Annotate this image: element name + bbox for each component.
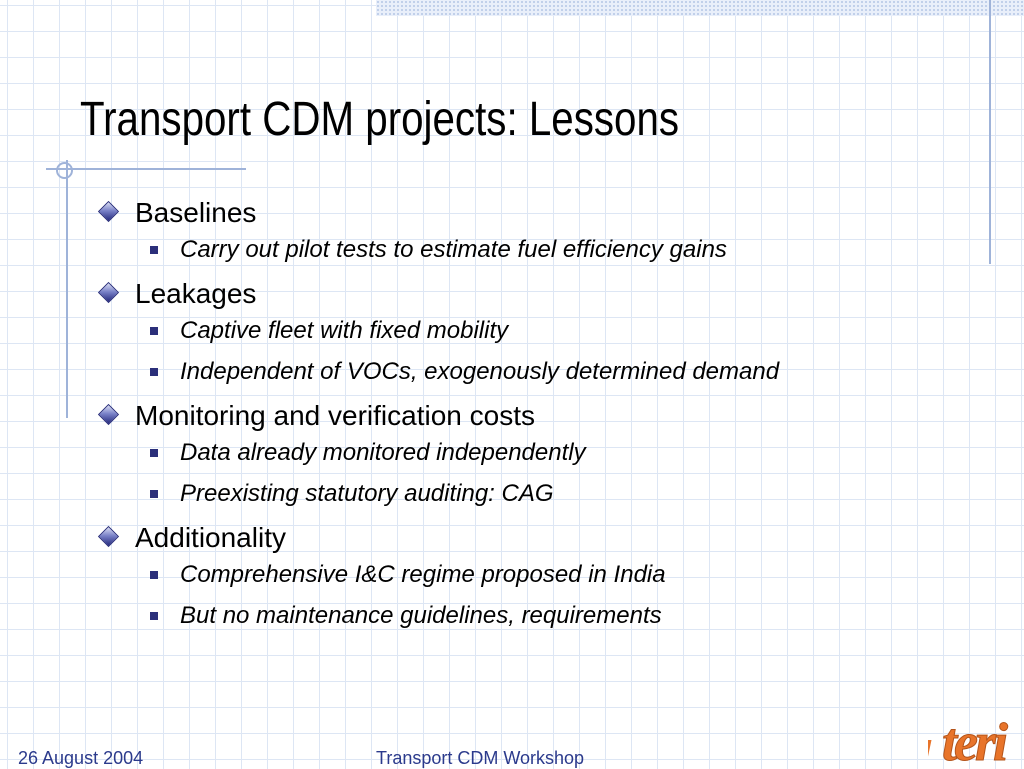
- sub-bullet-text: Data already monitored independently: [180, 439, 586, 466]
- logo-bar-accent: [928, 740, 931, 762]
- footer-date: 26 August 2004: [18, 748, 144, 768]
- sub-bullet: [98, 479, 978, 509]
- sub-bullet-text: Captive fleet with fixed mobility: [180, 317, 509, 344]
- slide-title: Transport CDM projects: Lessons: [80, 93, 680, 146]
- bullet-heading: Monitoring and verification costs: [135, 400, 535, 431]
- square-bullet-icon: [150, 490, 158, 498]
- sub-bullet-text: Preexisting statutory auditing: CAG: [180, 480, 554, 507]
- top-decorative-band: [376, 0, 1024, 16]
- square-bullet-icon: [150, 368, 158, 376]
- corner-circle-ornament: [56, 162, 73, 179]
- sub-bullet: [98, 560, 978, 590]
- sub-bullet-text: But no maintenance guidelines, requirements: [180, 602, 662, 629]
- diamond-bullet-icon: [99, 405, 117, 423]
- sub-bullet: [98, 316, 978, 346]
- sub-bullet: [98, 438, 978, 468]
- sub-bullet-list: [98, 560, 978, 631]
- footer-event-title: Transport CDM Workshop: [376, 748, 585, 768]
- logo-wordmark: teri: [942, 712, 1005, 768]
- sub-bullet-list: [98, 316, 978, 387]
- right-vertical-rule: [989, 0, 991, 264]
- bullet-level1: [98, 276, 978, 312]
- sub-bullet: [98, 357, 978, 387]
- bullet-heading: Baselines: [135, 197, 257, 228]
- sub-bullet: [98, 601, 978, 631]
- diamond-bullet-icon: [99, 283, 117, 301]
- bullet-section-monitoring: [98, 398, 978, 509]
- square-bullet-icon: [150, 449, 158, 457]
- teri-logo-icon: [928, 700, 1024, 768]
- bullet-section-baselines: [98, 195, 978, 265]
- square-bullet-icon: [150, 571, 158, 579]
- sub-bullet-text: Comprehensive I&C regime proposed in India: [180, 561, 666, 588]
- square-bullet-icon: [150, 612, 158, 620]
- title-underline-rule: [46, 168, 246, 170]
- bullet-heading: Leakages: [135, 278, 257, 309]
- sub-bullet-list: [98, 438, 978, 509]
- bullet-section-additionality: [98, 520, 978, 631]
- sub-bullet-text: Carry out pilot tests to estimate fuel efficiency gains: [180, 236, 727, 263]
- sub-bullet-text: Independent of VOCs, exogenously determined demand: [180, 358, 780, 385]
- bullet-level1: [98, 398, 978, 434]
- sub-bullet-list: [98, 235, 978, 265]
- bullet-level1: [98, 195, 978, 231]
- diamond-bullet-icon: [99, 202, 117, 220]
- left-vertical-rule: [66, 160, 68, 418]
- diamond-bullet-icon: [99, 527, 117, 545]
- square-bullet-icon: [150, 246, 158, 254]
- bullet-level1: [98, 520, 978, 556]
- square-bullet-icon: [150, 327, 158, 335]
- bullet-heading: Additionality: [135, 522, 286, 553]
- slide-body: [98, 195, 978, 642]
- bullet-section-leakages: [98, 276, 978, 387]
- sub-bullet: [98, 235, 978, 265]
